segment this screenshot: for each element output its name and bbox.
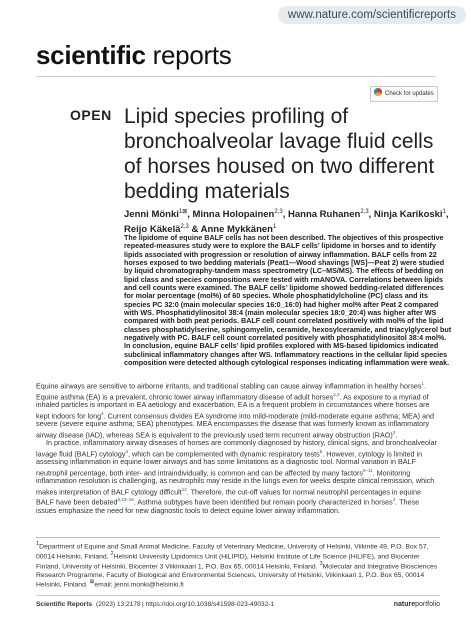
page-footer [36, 600, 440, 610]
publisher-logo [394, 600, 440, 610]
top-bar [0, 0, 474, 30]
journal-url[interactable]: www.nature.com/scientificreports [278, 6, 466, 24]
footer-divider [36, 595, 440, 596]
header-divider [36, 76, 436, 77]
publisher-logo-bold: nature [393, 601, 416, 608]
body-text [36, 380, 440, 515]
author-list: Jenni Mönki$^{1⊠}$, Minna Holopainen$^{2,3}$, Hanna Ruhanen$^{2,3}$, Ninja Karikoski$^1$, Reijo Käkelä$^{2,3}$ & Anne Mykkänen$^1$ [124, 209, 449, 236]
abstract: The lipidome of equine BALF cells has not been described. The objectives of this prospective repeated-measures study were to explore the BALF cells’ lipidome in horses and to identify lipids associated with progression or resolution of airway inflammation. BALF cells from 22 horses exposed to two bedding materials (Peat1—Wood shavings [WS]—Peat 2) were studied by liquid chromatography-tandem mass spectrometry (LC–MS/MS). The effects of bedding on lipid class and species compositions were tested with rmANOVA. Correlations between lipids and cell counts were examined. The BALF cells’ lipidome showed bedding-related differences for molar percentage (mol%) of 60 species. Whole phosphatidylcholine (PC) class and its species PC 32:0 (main molecular species 16:0_16:0) had higher mol% after Peat 2 compared with WS. Phosphatidylinositol 38:4 (main molecular species 18:0_20:4) was higher after WS compared with both peat periods. BALF cell count correlated positively with mol% of the lipid classes phosphatidylserine, sphingomyelin, ceramide, hexosylceramide, and triacylglycerol but negatively with PC. BALF cell count correlated positively with phosphatidylinositol 38:4 mol%. In conclusion, equine BALF cells’ lipid profiles explored with MS-based lipidomics indicated subclinical inflammatory changes after WS. Inflammatory reactions in the cellular lipid species composition were detected although cytological responses indicating inflammation were weak. [124, 233, 452, 368]
affiliations-divider [36, 537, 440, 538]
footer-journal-name: Scientific Reports [36, 601, 93, 608]
journal-logo-bold: scientific [36, 40, 146, 70]
check-updates-label: Check for updates [385, 91, 434, 97]
journal-logo-rest: reports [145, 40, 232, 70]
open-access-label: OPEN [70, 107, 112, 123]
affiliations: $^1$Department of Equine and Small Animal Medicine, Faculty of Veterinary Medicine, University of Helsinki, Viikintie 49, P.O. Box 57, 00014 Helsinki, Finland. $^2$Helsinki University Lipidomics Unit (HiLIPID), Helsinki Institute of Life Science (HiLIFE), and Biocenter Finland, University of Helsinki, Biocenter 3 Viikinkaari 1, P.O. Box 65, 00014 Helsinki, Finland. $^3$Molecular and Integrative Biosciences Research Programme, Faculty of Biological and Environmental Sciences, University of Helsinki, Viikinkaari 1, P.O. Box 65, 00014 Helsinki, Finland. ⊠email: jenni.monki@helsinki.fi [36, 541, 438, 589]
footer-doi-link[interactable]: | https://doi.org/10.1038/s41598-023-49032-1 [142, 601, 275, 608]
footer-citation: (2023) 13:2178 [96, 601, 141, 608]
check-for-updates-button[interactable] [370, 86, 438, 102]
journal-logo [36, 40, 231, 71]
article-title: Lipid species profiling of bronchoalveolar lavage fluid cells of horses housed on two different bedding materials [124, 105, 435, 203]
body-paragraph-2: In practice, inflammatory airway diseases of horses are commonly diagnosed by history, clinical signs, and bronchoalveolar lavage fluid (BALF) cytology$^4$, which can be complemented with dynamic respiratory tests$^5$. However, cytology is limited in assessing inflammation in equine lower airways and has some limitations as a diagnostic tool. Normal variation in BALF neutrophil percentage, both inter- and intraindividually, is common and can be affected by many factors$^{6-11}$. Monitoring inflammation resolution is challenging, as neutrophils may reside in the lungs even for weeks despite clinical remission, which makes interpretation of BALF cytology difficult$^{12}$. Therefore, the cut-off values for normal neutrophil percentages in equine BALF have been debated$^{3,13-16}$. Asthma subtypes have been identified but remain poorly characterized in horses$^3$. These issues emphasize the need for new diagnostic tools to detect equine lower airway inflammation. [36, 438, 437, 515]
check-updates-icon [374, 88, 382, 96]
body-paragraph-1: Equine airways are sensitive to airborne irritants, and traditional stabling can cause airway inflammation in healthy horses$^1$. Equine asthma (EA) is a prevalent, chronic lower airway inflammatory disease of adult horses$^{2,3}$. As exposure to a myriad of inhaled particles is important in EA aetiology and exacerbation, EA is a frequent problem in circumstances where horses are kept indoors for long$^4$. Current consensus divides EA syndrome into mild-moderate (mild-moderate equine asthma; MEA) and severe (severe equine asthma; SEA) phenotypes. MEA encompasses the disease that was formerly known as inflammatory airway disease (IAD), whereas SEA is equivalent to the previously used term recurrent airway obstruction (RAO)$^3$. [36, 381, 435, 440]
publisher-logo-rest: portfolio [415, 601, 440, 608]
